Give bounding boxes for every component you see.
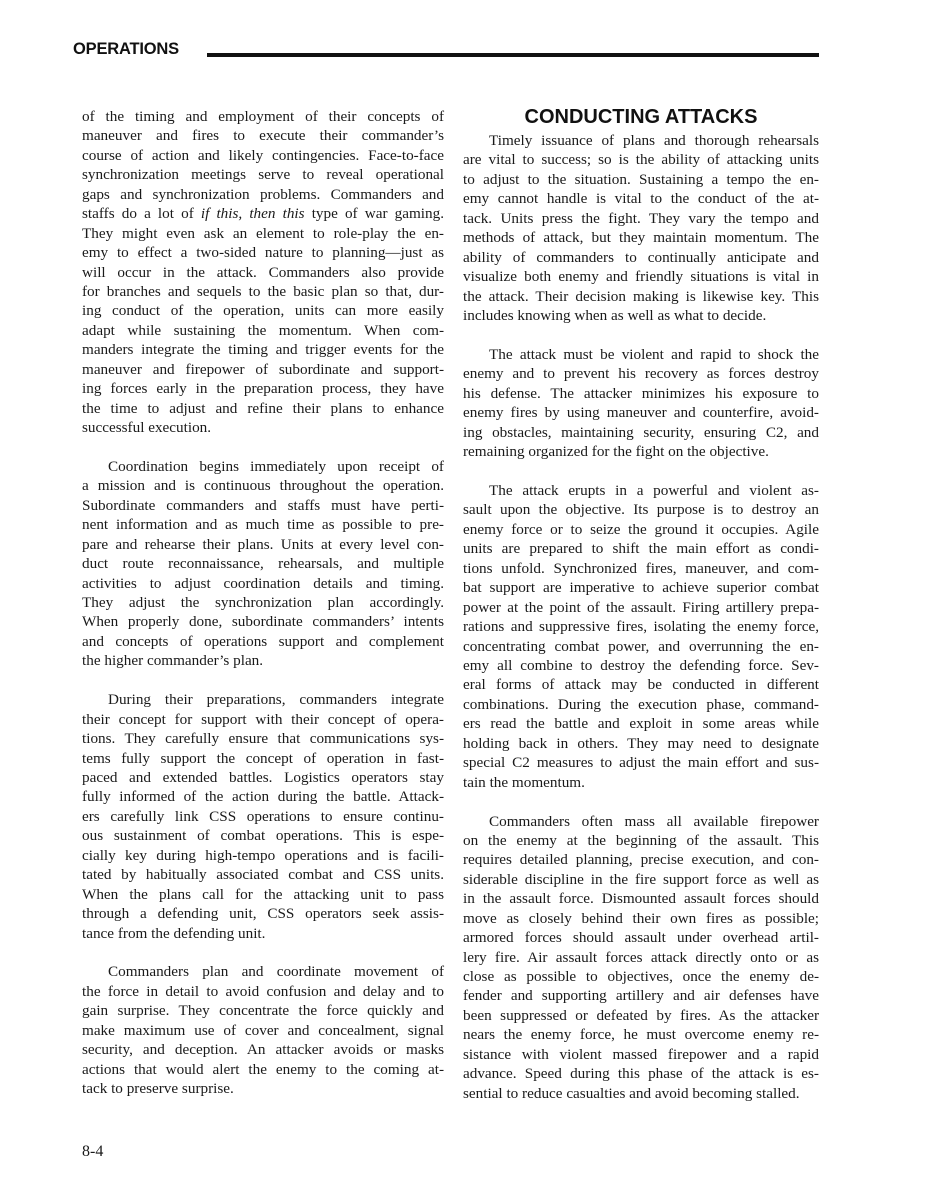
text-line: holding back in others. They may need to designate — [463, 734, 819, 752]
running-header — [73, 40, 819, 64]
text-line: will occur in the attack. Commanders also provide — [82, 263, 444, 281]
text-line: sault upon the objective. Its purpose is to destroy an — [463, 501, 819, 519]
text-line: emy all combine to destroy the defending force. Sev- — [463, 656, 819, 674]
text-line: for branches and sequels to the basic plan so that, dur- — [82, 282, 444, 300]
text-line: Subordinate commanders and staffs must have perti- — [82, 496, 444, 514]
text-line: the force in detail to avoid confusion and delay and to — [82, 982, 444, 1000]
paragraph — [82, 690, 444, 943]
text-line: ers read the battle and exploit in some areas while — [463, 715, 819, 733]
text-line: emy to effect a two-sided nature to planning—just as — [82, 244, 444, 262]
text-line: tions. They carefully ensure that communications sys- — [82, 730, 444, 748]
text-line: paced and extended battles. Logistics operators stay — [82, 769, 444, 786]
text-line: gain surprise. They concentrate the force quickly and — [82, 1002, 444, 1020]
text-line: ing conduct of the operation, units can more easily — [82, 302, 444, 320]
text-line: tems fully support the concept of operation in fast- — [82, 749, 444, 767]
text-line: ous sustainment of combat operations. This is espe- — [82, 827, 444, 845]
text-line: staffs do a lot of if this, then this type of war gaming. — [82, 205, 444, 223]
text-line: on the enemy at the beginning of the assault. This — [463, 831, 819, 849]
text-line: emy cannot handle is vital to the conduct of the at- — [463, 190, 819, 208]
text-line: lery fire. Air assault forces attack directly onto or as — [463, 948, 819, 966]
text-line: visualize both enemy and friendly situations is vital in — [463, 268, 819, 286]
page-number: 8-4 — [82, 1143, 104, 1160]
paragraph — [463, 345, 819, 462]
text-line: bat support are imperative to achieve superior combat — [463, 579, 819, 597]
text-line: in the assault force. Dismounted assault forces should — [463, 890, 819, 908]
section-title: CONDUCTING ATTACKS — [524, 106, 758, 128]
text-line: fender and supporting artillery and air defenses have — [463, 987, 819, 1005]
paragraph — [463, 812, 819, 1104]
text-line: Coordination begins immediately upon receipt of — [108, 457, 444, 475]
text-line: includes knowing when as well as what to decide. — [463, 306, 767, 324]
header-title: OPERATIONS — [73, 40, 179, 58]
text-line: nears the enemy force, he must overcome enemy re- — [463, 1026, 819, 1044]
text-line: rations and suppressive fires, isolating the enemy force, — [463, 618, 819, 636]
text-line: enemy fires by using maneuver and counterfire, avoid- — [463, 404, 819, 422]
text-line: tated by habitually associated combat and CSS units. — [82, 866, 444, 884]
text-line: enemy force or to seize the ground it occupies. Agile — [463, 520, 819, 538]
text-line: the time to adjust and refine their plans to enhance — [82, 399, 444, 417]
text-line: units are prepared to shift the main effort as condi- — [463, 540, 819, 558]
text-line: advance. Speed during this phase of the attack is es- — [463, 1065, 819, 1083]
text-line: of the timing and employment of their concepts of — [82, 108, 444, 125]
text-line: sistance with violent massed firepower and a rapid — [463, 1045, 819, 1063]
text-line: The attack erupts in a powerful and violent as- — [489, 482, 819, 499]
text-line: synchronization meetings serve to reveal operational — [82, 166, 444, 184]
paragraph — [463, 481, 819, 792]
paragraph — [463, 131, 819, 325]
text-line: activities to adjust coordination details and timing. — [82, 574, 444, 592]
text-line: cially key during high-tempo operations and is facili- — [82, 846, 444, 864]
text-line: are vital to success; so is the ability of attacking units — [463, 151, 819, 169]
text-line: When the plans call for the attacking unit to pass — [82, 885, 444, 903]
text-line: enemy and to prevent his recovery as forces destroy — [463, 365, 819, 383]
text-line: siderable discipline in the fire support force as well as — [463, 870, 819, 888]
text-line: maneuver and fires to execute their commander’s — [82, 127, 444, 145]
text-line: The attack must be violent and rapid to shock the — [489, 345, 819, 363]
text-line: their concept for support with their concept of opera- — [82, 710, 444, 728]
text-line: the higher commander’s plan. — [82, 652, 264, 670]
text-line: concentrating combat power, and overrunning the en- — [463, 637, 819, 655]
text-line: When properly done, subordinate commanders’ intents — [82, 613, 444, 631]
text-line: pare and rehearse their plans. Units at every level con- — [82, 535, 444, 553]
text-line: actions that would alert the enemy to the coming at- — [82, 1060, 444, 1078]
text-line: make maximum use of cover and concealment, signal — [82, 1021, 444, 1039]
italic-phrase: if this, then this — [200, 205, 305, 223]
text-line: and concepts of operations support and complement — [82, 632, 444, 650]
text-line: special C2 measures to adjust the main effort and sus- — [463, 754, 819, 772]
text-line: power at the point of the assault. Firing artillery prepa- — [463, 598, 819, 616]
left-column — [82, 107, 444, 1118]
text-line: ability of commanders to continually anticipate and — [463, 248, 819, 266]
text-line: move as closely behind their own fires as possible; — [463, 909, 819, 927]
text-line: through a defending unit, CSS operators seek assis- — [82, 905, 444, 923]
text-line: ing obstacles, maintaining security, ensuring C2, and — [463, 423, 819, 441]
text-line: to adjust to the situation. Sustaining a tempo the en- — [463, 170, 819, 188]
text-line: They might even ask an element to role-play the en- — [82, 224, 444, 242]
text-line: They adjust the synchronization plan accordingly. — [82, 594, 444, 611]
text-line: maneuver and firepower of subordinate and support- — [82, 360, 444, 378]
text-line: course of action and likely contingencies. Face-to-face — [82, 146, 444, 164]
text-line: been suppressed or defeated by fires. As the attacker — [463, 1006, 819, 1024]
text-line: gaps and synchronization problems. Commanders and — [82, 185, 444, 203]
text-line: the attack. Their decision making is likewise key. This — [463, 287, 819, 305]
text-line: tack to preserve surprise. — [82, 1080, 234, 1098]
paragraph — [82, 107, 444, 437]
text-line: tance from the defending unit. — [82, 924, 266, 942]
text-line: tions unfold. Synchronized fires, maneuver, and com- — [463, 559, 819, 577]
text-line: Timely issuance of plans and thorough rehearsals — [489, 132, 819, 149]
text-line: duct route reconnaissance, rehearsals, and multiple — [82, 555, 444, 573]
right-column-body — [463, 131, 819, 1103]
text-line: close as possible to objectives, once the enemy de- — [463, 968, 819, 985]
text-line: successful execution. — [82, 419, 212, 436]
text-line: a mission and is continuous throughout the operation. — [82, 477, 444, 495]
text-line: armored forces should assault under overhead artil- — [463, 929, 819, 947]
text-line: manders integrate the timing and trigger events for the — [82, 341, 444, 359]
text-line: security, and deception. An attacker avoids or masks — [82, 1041, 444, 1059]
paragraph — [82, 457, 444, 671]
text-line: ers carefully link CSS operations to ensure continu- — [82, 807, 444, 825]
text-line: tain the momentum. — [463, 773, 585, 791]
text-line: requires detailed planning, precise execution, and con- — [463, 851, 819, 869]
text-line: nent information and as much time as possible to pre- — [82, 516, 444, 534]
text-line: remaining organized for the fight on the objective. — [463, 443, 769, 461]
text-line: fully informed of the action during the battle. Attack- — [82, 788, 444, 806]
text-line: ing forces early in the preparation process, they have — [82, 380, 444, 398]
text-line: Commanders plan and coordinate movement of — [108, 963, 444, 981]
header-rule — [207, 53, 819, 57]
text-line: Commanders often mass all available firepower — [489, 812, 819, 830]
text-line: During their preparations, commanders integrate — [108, 691, 444, 709]
paragraph — [82, 962, 444, 1098]
text-line: eral forms of attack may be conducted in different — [463, 676, 819, 694]
text-line: his defense. The attacker minimizes his exposure to — [463, 384, 819, 402]
text-line: combinations. During the execution phase, command- — [463, 695, 819, 713]
right-column — [463, 105, 819, 1123]
text-line: adapt while sustaining the momentum. When com- — [82, 321, 444, 339]
text-line: methods of attack, but they maintain momentum. The — [463, 229, 819, 247]
text-line: tack. Units press the fight. They vary the tempo and — [463, 209, 819, 227]
text-line: sential to reduce casualties and avoid becoming stalled. — [463, 1084, 800, 1102]
